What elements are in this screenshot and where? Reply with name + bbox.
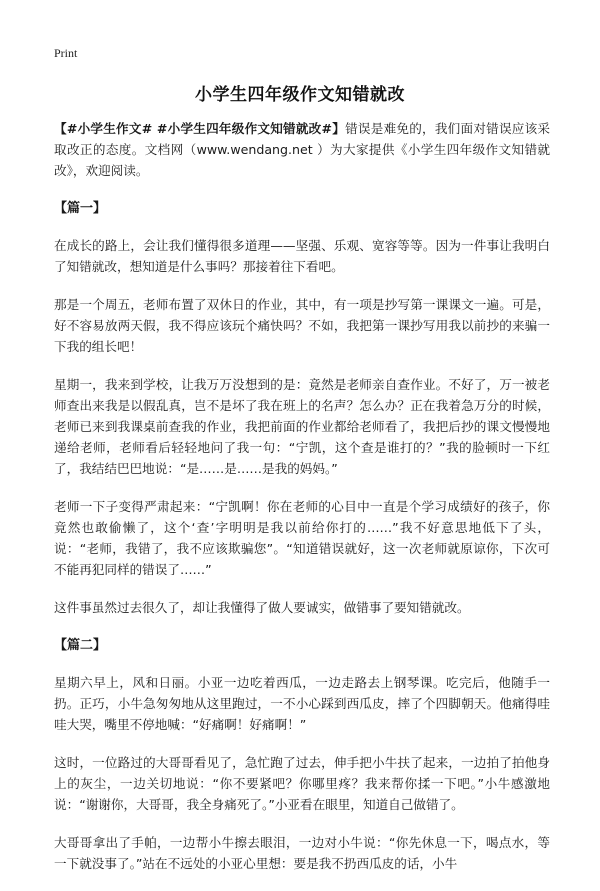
page-title: 小学生四年级作文知错就改 (195, 85, 405, 105)
intro-text: 错误是难免的，我们面对错误应该采取改正的态度。文档网（www.wendang.net ）为大家提供《小学生四年级作文知错就改》，欢迎阅读。 (54, 121, 551, 178)
paragraph: 老师一下子变得严肃起来：“宁凯啊！你在老师的心目中一直是个学习成绩好的孩子，你竟然也敢偷懒了，这个‘查’字明明是我以前给你打的……”我不好意思地低下了头，说：“老师，我错了，我不应该欺骗您”。“知道错误就好，这一次老师就原谅你，下次可不能再犯同样的错误了……” (54, 499, 550, 577)
section-heading-1: 【篇一】 (54, 201, 107, 216)
paragraph: 那是一个周五，老师布置了双休日的作业，其中，有一项是抄写第一课课文一遍。可是，好不容易放两天假，我不得应该玩个痛快吗？不如，我把第一课抄写用我以前抄的来骗一下我的组长吧！ (54, 297, 550, 354)
paragraph: 这时，一位路过的大哥哥看见了，急忙跑了过去，伸手把小牛扶了起来，一边拍了拍他身上的灰尘，一边关切地说：“你不要紧吧？你哪里疼？我来帮你揉一下吧。”小牛感激地说：“谢谢你，大哥哥，我全身痛死了。”小亚看在眼里，知道自己做错了。 (54, 755, 550, 812)
paragraph: 在成长的路上，会让我们懂得很多道理——坚强、乐观、宽容等等。因为一件事让我明白了知错就改，想知道是什么事吗？那接着往下看吧。 (54, 238, 550, 274)
paragraph: 星期六早上，风和日丽。小亚一边吃着西瓜，一边走路去上钢琴课。吃完后，他随手一扔。正巧，小牛急匆匆地从这里跑过，一不小心踩到西瓜皮，摔了个四脚朝天。他痛得哇哇大哭，嘴里不停地喊：“好痛啊！好痛啊！” (54, 675, 550, 732)
print-link[interactable]: Print (54, 46, 78, 60)
paragraph: 大哥哥拿出了手帕，一边帮小牛擦去眼泪，一边对小牛说：“你先休息一下，喝点水，等一下就没事了。”站在不远处的小亚心里想：要是我不扔西瓜皮的话，小牛 (54, 835, 550, 871)
paragraph: 星期一，我来到学校，让我万万没想到的是：竟然是老师亲自查作业。不好了，万一被老师查出来我是以假乱真，岂不是坏了我在班上的名声？怎么办？正在我着急万分的时候，老师已来到我课桌前查我的作业，我把前面的作业都给老师看了，我把后抄的课文慢慢地递给老师，老师看后轻轻地问了我一句：“宁凯，这个查是谁打的？”我的脸顿时一下红了，我结结巴巴地说：“是……是……是我的妈妈。” (54, 377, 550, 476)
intro-tags: 【#小学生作文# #小学生四年级作文知错就改#】 (54, 121, 346, 136)
article-body (54, 118, 550, 891)
section-heading-2: 【篇二】 (54, 638, 107, 653)
paragraph: 这件事虽然过去很久了，却让我懂得了做人要诚实，做错事了要知错就改。 (54, 600, 470, 615)
intro-paragraph (54, 118, 550, 181)
